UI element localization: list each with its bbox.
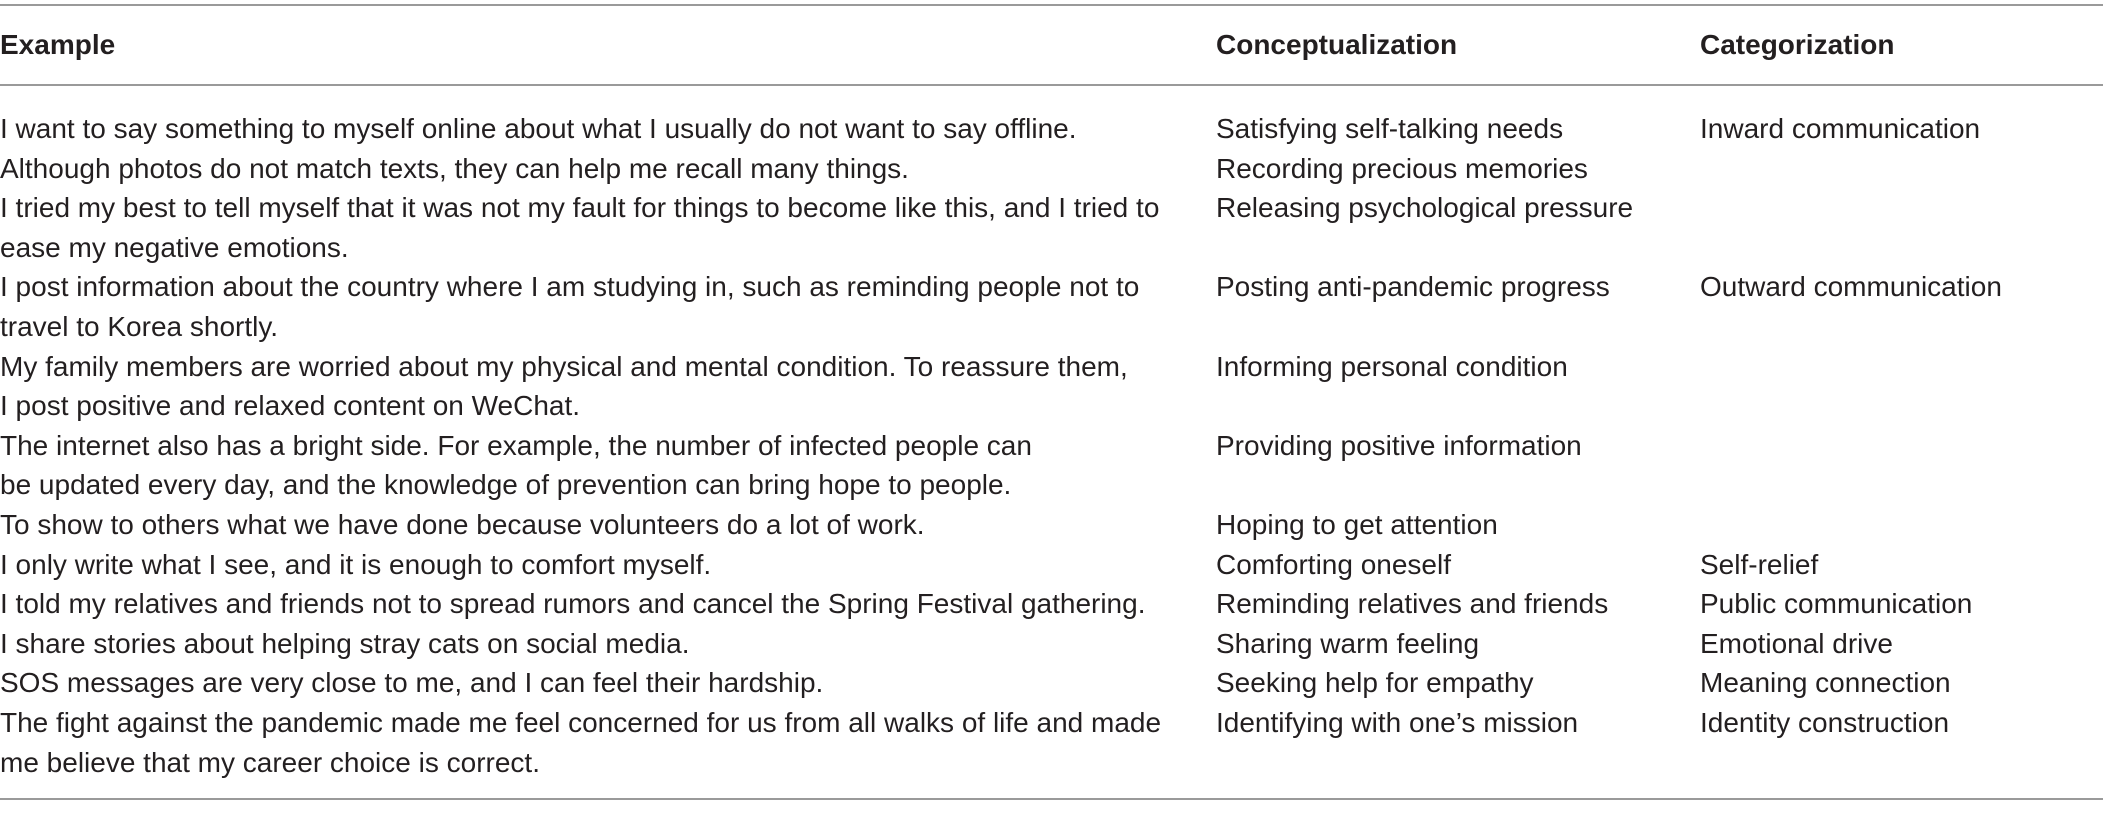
cell-conceptualization: Reminding relatives and friends: [1216, 588, 1609, 620]
table-row: [0, 88, 2103, 149]
table-row: [0, 188, 2103, 267]
cell-conceptualization: Releasing psychological pressure: [1216, 192, 1634, 224]
cell-example: The fight against the pandemic made me feel concerned for us from all walks of life and made me believe that my career choice is correct.: [0, 706, 1162, 778]
cell-conceptualization: Providing positive information: [1216, 429, 1582, 461]
cell-example: I only write what I see, and it is enough to comfort myself.: [0, 548, 712, 580]
cell-conceptualization: Informing personal condition: [1216, 350, 1568, 382]
header-categorization: Categorization: [1700, 29, 1895, 60]
cell-categorization: [1700, 188, 2103, 267]
cell-example: I tried my best to tell myself that it was not my fault for things to become like this, and I tried to ease my negative emotions.: [0, 192, 1160, 263]
table-row: [0, 267, 2103, 346]
cell-conceptualization: Seeking help for empathy: [1216, 667, 1534, 699]
cell-example: I told my relatives and friends not to spread rumors and cancel the Spring Festival gathering.: [0, 588, 1146, 620]
cell-categorization: [1700, 149, 2103, 189]
cell-categorization: Public communication: [1700, 588, 1973, 620]
cell-example: I want to say something to myself online about what I usually do not want to say offline.: [0, 113, 1077, 144]
cell-conceptualization: Comforting oneself: [1216, 548, 1452, 580]
table-row: [0, 703, 2103, 800]
cell-categorization: Self-relief: [1700, 548, 1819, 580]
cell-conceptualization: Identifying with one’s mission: [1216, 706, 1579, 738]
cell-categorization: Outward communication: [1700, 271, 2002, 303]
cell-categorization: Meaning connection: [1700, 667, 1951, 699]
cell-categorization: Emotional drive: [1700, 627, 1893, 659]
cell-example: To show to others what we have done because volunteers do a lot of work.: [0, 508, 925, 540]
table-row: [0, 663, 2103, 703]
table-header: [0, 0, 2103, 88]
cell-categorization: [1700, 505, 2103, 545]
table-row: [0, 149, 2103, 189]
table-header-row: [0, 0, 2103, 88]
cell-example: My family members are worried about my physical and mental condition. To reassure them, I post positive and relaxed content on WeChat.: [0, 350, 1128, 422]
table-row: [0, 584, 2103, 624]
table-row: [0, 624, 2103, 664]
cell-categorization: [1700, 426, 2103, 505]
cell-categorization: [1700, 347, 2103, 426]
cell-categorization: Identity construction: [1700, 706, 1950, 738]
cell-example: SOS messages are very close to me, and I can feel their hardship.: [0, 667, 824, 699]
table-row: [0, 505, 2103, 545]
cell-categorization: Inward communication: [1700, 113, 1981, 144]
cell-conceptualization: Sharing warm feeling: [1216, 627, 1480, 659]
header-example: Example: [0, 29, 116, 60]
cell-example: Although photos do not match texts, they can help me recall many things.: [0, 152, 909, 184]
header-conceptualization: Conceptualization: [1216, 29, 1458, 60]
cell-example: I share stories about helping stray cats on social media.: [0, 627, 690, 659]
table-row: [0, 347, 2103, 426]
cell-example: The internet also has a bright side. For example, the number of infected people can be updated every day, and the knowledge of prevention can bring hope to people.: [0, 429, 1032, 501]
cell-conceptualization: Satisfying self-talking needs: [1216, 113, 1564, 144]
cell-conceptualization: Posting anti-pandemic progress: [1216, 271, 1610, 303]
cell-example: I post information about the country where I am studying in, such as reminding people not to travel to Korea shortly.: [0, 271, 1140, 342]
table-row: [0, 545, 2103, 585]
table-body: [0, 88, 2103, 800]
cell-conceptualization: Hoping to get attention: [1216, 508, 1498, 540]
table-row: [0, 426, 2103, 505]
cell-conceptualization: Recording precious memories: [1216, 152, 1588, 184]
